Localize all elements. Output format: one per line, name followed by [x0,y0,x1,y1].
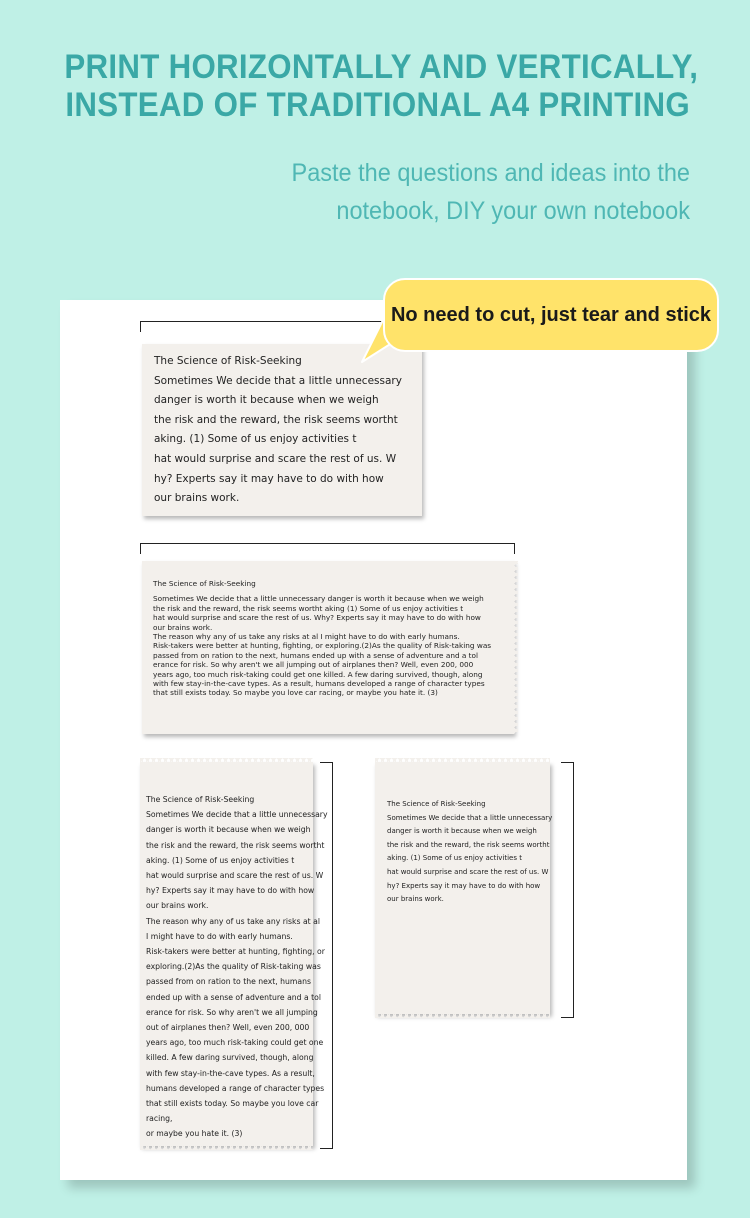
bracket-top-1 [140,321,386,332]
note-line: passed from on ration to the next, humans ended up with a sense of adventure and a tol [153,650,479,660]
note-line: aking. (1) Some of us enjoy activities t [146,855,295,865]
note-line: that still exists today. So maybe you love car [146,1099,319,1109]
note-line: hat would surprise and scare the rest of us. W [387,867,549,876]
note-line: Risk-takers were better at hunting, fighting, or exploring.(2)As the quality of Risk-taking was [153,641,492,651]
note-line: years ago, too much risk-taking could get one [146,1038,324,1048]
note-line: years ago, too much risk-taking could get one killed. A few daring survived, though, along [153,669,483,679]
note-line: the risk and the reward, the risk seems wortht aking (1) Some of us enjoy activities t [153,603,464,613]
note-line: The reason why any of us take any risks at al I might have to do with early humans. [153,632,460,642]
note-line: The reason why any of us take any risks at al [146,916,320,926]
note-line: hy? Experts say it may have to do with how [154,472,384,485]
note-line: aking. (1) Some of us enjoy activities t [387,854,522,863]
headline-line-1: PRINT HORIZONTALLY AND VERTICALLY, [64,48,699,86]
note-line: aking. (1) Some of us enjoy activities t [154,433,357,446]
subheadline-line-1: Paste the questions and ideas into the [291,159,690,187]
note-line: with few stay-in-the-cave types. As a result, humans developed a range of character types [153,679,485,689]
note-line: Sometimes We decide that a little unnecessary [387,813,553,822]
note-line: racing, [146,1114,173,1124]
note-line: passed from on ration to the next, humans [146,977,312,987]
note-line: hat would surprise and scare the rest of us. Why? Experts say it may have to do with how [153,613,481,623]
headline [64,48,699,124]
note-line: hy? Experts say it may have to do with how [146,886,315,896]
note-line: Sometimes We decide that a little unnecessary [154,374,402,387]
note-line: killed. A few daring survived, though, along [146,1053,314,1063]
note-card-horizontal [142,561,514,734]
note-line: humans developed a range of character types [146,1083,325,1093]
callout-text: No need to cut, just tear and stick [390,303,712,326]
note-line: I might have to do with early humans. [146,931,293,941]
note-line: The Science of Risk-Seeking [387,800,486,808]
note-line: Sometimes We decide that a little unnecessary danger is worth it because when we weigh [153,594,484,604]
note-line: The Science of Risk-Seeking [146,795,255,804]
bracket-top-2 [140,543,515,554]
subheadline-line-2: notebook, DIY your own notebook [336,197,690,225]
subheadline [126,154,690,230]
note-line: Sometimes We decide that a little unnecessary [146,810,328,820]
note-line: Risk-takers were better at hunting, fighting, or [146,947,325,957]
note-line: our brains work. [387,895,444,904]
note-line: exploring.(2)As the quality of Risk-taking was [146,962,321,972]
note-line: our brains work. [146,901,209,911]
note-line: hat would surprise and scare the rest of us. W [154,452,397,465]
note-line: out of airplanes then? Well, even 200, 000 [146,1023,310,1033]
note-line: The Science of Risk-Seeking [154,355,302,367]
note-line: erance for risk. So why aren't we all jumping out of airplanes then? Well, even 200, 000 [153,660,474,670]
note-line: ended up with a sense of adventure and a tol [146,992,321,1002]
note-line: hat would surprise and scare the rest of us. W [146,871,324,881]
note-line: hy? Experts say it may have to do with how [387,881,541,890]
bracket-right-4 [561,762,574,1018]
note-line: that still exists today. So maybe you love car racing, or maybe you hate it. (3) [153,688,438,698]
note-line: with few stay-in-the-cave types. As a result, [146,1068,315,1078]
note-title: The Science of Risk-Seeking [153,579,256,588]
note-card-vertical-short [375,762,553,1014]
headline-line-2: INSTEAD OF TRADITIONAL A4 PRINTING [65,86,690,124]
note-line: or maybe you hate it. (3) [146,1129,243,1139]
callout-bubble [383,278,719,352]
note-line: the risk and the reward, the risk seems wortht [154,413,398,426]
note-card-square [142,344,422,516]
note-line: our brains work. [153,622,213,632]
note-line: danger is worth it because when we weigh [154,394,379,407]
note-card-vertical-long [140,762,328,1146]
note-line: danger is worth it because when we weigh [146,825,311,835]
note-line: erance for risk. So why aren't we all jumping [146,1007,318,1017]
note-line: our brains work. [154,492,240,505]
note-line: the risk and the reward, the risk seems wortht [387,840,550,849]
note-line: danger is worth it because when we weigh [387,827,537,836]
note-line: the risk and the reward, the risk seems wortht [146,840,325,850]
